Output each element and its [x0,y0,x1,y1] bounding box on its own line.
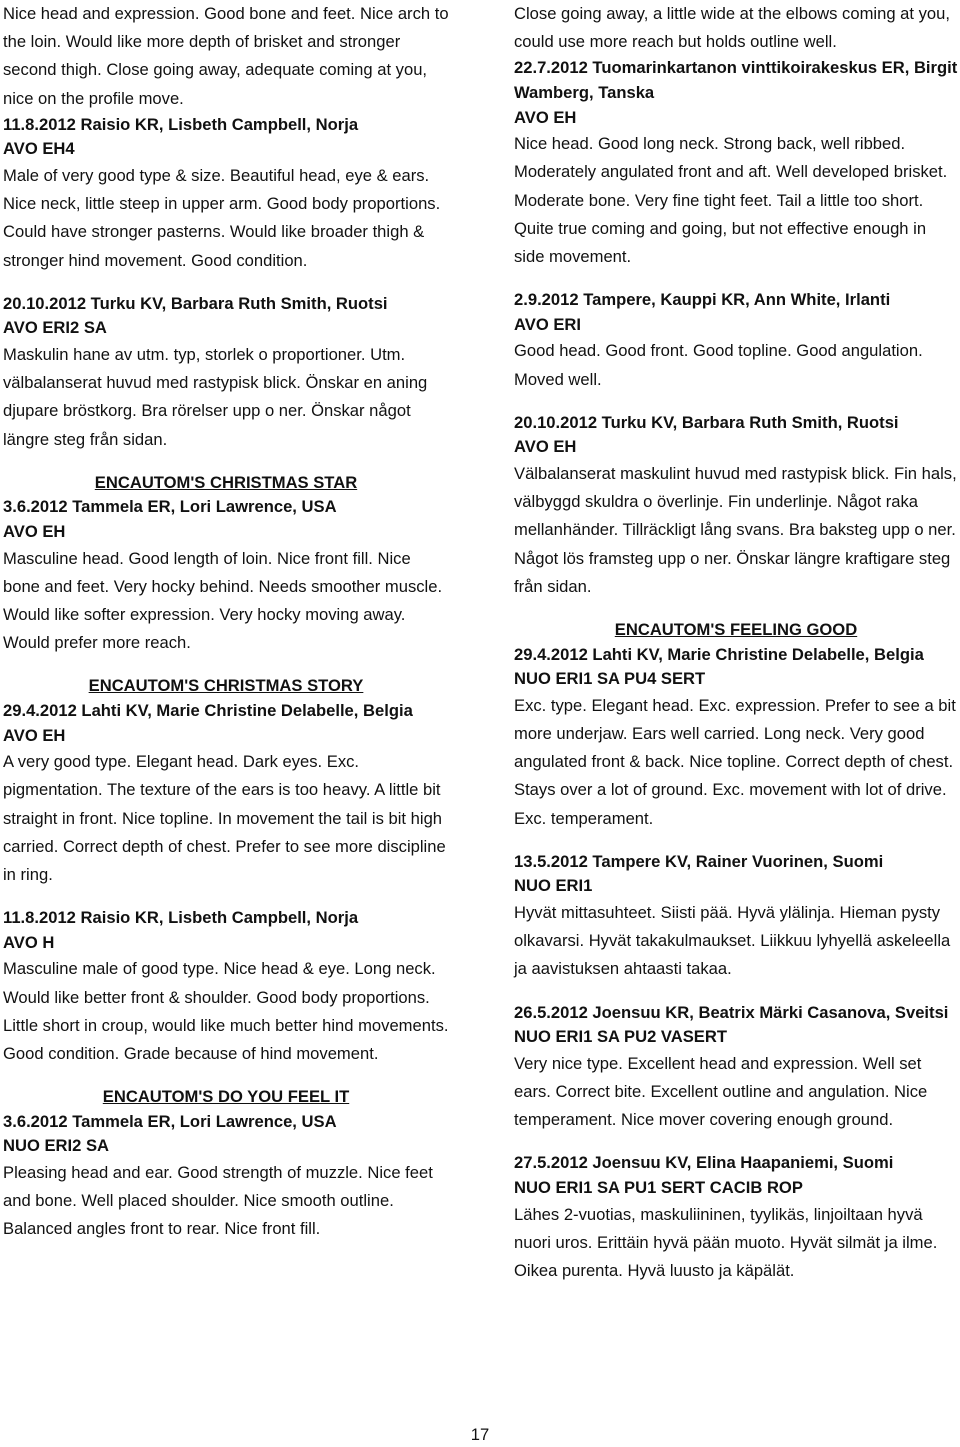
show-result-entry [514,1151,958,1285]
show-result-entry [3,699,449,889]
dog-do-you-feel-it-entries [3,1110,449,1244]
show-result-critique: Good head. Good front. Good topline. Good angulation. Moved well. [514,341,923,389]
show-result-grade: AVO ERI2 SA [3,318,107,338]
show-result-header: 29.4.2012 Lahti KV, Marie Christine Delabelle, Belgia [3,701,413,720]
show-result-header: 3.6.2012 Tammela ER, Lori Lawrence, USA [3,1111,337,1131]
show-result-critique: Maskulin hane av utm. typ, storlek o proportioner. Utm. välbalanserat huvud med rastypisk blick. Önskar en aning djupare bröstkorg. Bra rörelser upp o ner. Önskar något längre steg från sidan. [3,345,428,449]
show-result-header: 20.10.2012 Turku KV, Barbara Ruth Smith, Ruotsi [514,412,899,432]
left-column [3,0,449,1244]
show-result-header: 27.5.2012 Joensuu KV, Elina Haapaniemi, Suomi [514,1153,894,1173]
show-result-critique: Lähes 2-vuotias, maskuliininen, tyylikäs, linjoiltaan hyvä nuori uros. Erittäin hyvä pään muoto. Hyvät silmät ja ilme. Oikea purenta. Hyvä luusto ja käpälät. [514,1204,938,1280]
dog-feeling-good-entries [514,643,958,1286]
show-result-critique: A very good type. Elegant head. Dark eyes. Exc. pigmentation. The texture of the ears is too heavy. A little bit straight in front. Nice topline. In movement the tail is bit high carried. Correct depth of chest. Prefer to see more discipline in ring. [3,752,446,884]
show-result-entry [514,288,958,394]
show-result-grade: NUO ERI2 SA [3,1136,110,1156]
show-result-entry [3,1110,449,1244]
page-number: 17 [470,1425,490,1444]
show-result-critique: Exc. type. Elegant head. Exc. expression. Prefer to see a bit more underjaw. Ears well carried. Long neck. Very good angulated front & back. Nice topline. Correct depth of chest. Stays over a lot of ground. Exc. movement with lot of drive. Exc. temperament. [514,695,956,828]
show-result-header: 2.9.2012 Tampere, Kauppi KR, Ann White, Irlanti [514,290,891,310]
show-result-grade: AVO EH4 [3,139,75,159]
left-intro-text: Nice head and expression. Good bone and feet. Nice arch to the loin. Would like more depth of brisket and stronger second thigh. Close going away, adequate coming at you, nice on the profile move. [3,4,449,108]
show-result-entry [514,56,958,271]
show-result-entry [3,292,449,454]
show-result-grade: AVO EH [3,725,66,745]
dog-christmas-story-entries [3,699,449,1068]
show-result-header: 22.7.2012 Tuomarinkartanon vinttikoirakeskus ER, Birgit Wamberg, Tanska [514,58,958,102]
show-result-grade: AVO ERI [514,314,581,334]
show-result-grade: NUO ERI1 SA PU4 SERT [514,669,706,689]
show-result-entry [514,643,958,833]
show-result-critique: Masculine male of good type. Nice head & eye. Long neck. Would like better front & shoulder. Good body proportions. Little short in croup, would like much better hind movements. Good condition. Grade because of hind movement. [3,959,449,1063]
show-result-critique: Hyvät mittasuhteet. Siisti pää. Hyvä ylälinja. Hieman pysty olkavarsi. Hyvät takakulmaukset. Liikkuu lyhyellä askeleella ja aavistuksen ahtaasti takaa. [514,902,951,979]
show-result-entry [3,906,449,1068]
show-result-entry [3,113,449,275]
show-result-grade: NUO ERI1 SA PU1 SERT CACIB ROP [514,1177,803,1197]
show-result-header: 26.5.2012 Joensuu KR, Beatrix Märki Casanova, Sveitsi [514,1002,949,1022]
show-result-critique: Male of very good type & size. Beautiful head, eye & ears. Nice neck, little steep in upper arm. Good body proportions. Could have stronger pasterns. Would like broader thigh & stronger hind movement. Good condition. [3,166,441,270]
show-result-header: 13.5.2012 Tampere KV, Rainer Vuorinen, Suomi [514,851,884,871]
dog-title-christmas-story: ENCAUTOM'S CHRISTMAS STORY [88,676,364,696]
dog-title-do-you-feel-it: ENCAUTOM'S DO YOU FEEL IT [102,1087,350,1107]
right-intro-text: Close going away, a little wide at the elbows coming at you, could use more reach but holds outline well. [514,4,950,52]
show-result-critique: Välbalanserat maskulint huvud med rastypisk blick. Fin hals, välbyggd skuldra o överlinje. Fin underlinje. Något raka mellanhänder. Tillräckligt lång svans. Bra baksteg upp o ner. Något lös framsteg upp o ner. Önskar längre kraftigare steg från sidan. [514,463,957,596]
show-result-grade: AVO EH [514,107,577,127]
show-result-header: 29.4.2012 Lahti KV, Marie Christine Delabelle, Belgia [514,644,924,664]
right-entries-a [514,56,958,601]
show-result-entry [514,411,958,601]
show-result-critique: Pleasing head and ear. Good strength of muzzle. Nice feet and bone. Well placed shoulder. Nice smooth outline. Balanced angles front to rear. Nice front fill. [3,1162,433,1239]
show-result-critique: Masculine head. Good length of loin. Nice front fill. Nice bone and feet. Very hocky behind. Needs smoother muscle. Would like softer expression. Very hocky moving away. Would prefer more reach. [3,548,443,653]
show-result-header: 20.10.2012 Turku KV, Barbara Ruth Smith, Ruotsi [3,293,388,313]
show-result-grade: AVO EH [3,522,66,541]
left-entries-a [3,113,449,454]
right-column [514,0,958,1285]
dog-title-feeling-good: ENCAUTOM'S FEELING GOOD [614,620,858,639]
show-result-header: 3.6.2012 Tammela ER, Lori Lawrence, USA [3,497,337,517]
show-result-entry [514,1001,958,1135]
show-result-entry [514,850,958,984]
dog-title-christmas-star: ENCAUTOM'S CHRISTMAS STAR [94,472,358,492]
show-result-entry [3,495,449,657]
dog-christmas-star-entries [3,495,449,657]
show-result-grade: AVO EH [514,437,577,457]
show-result-header: 11.8.2012 Raisio KR, Lisbeth Campbell, Norja [3,114,359,134]
show-result-critique: Very nice type. Excellent head and expression. Well set ears. Correct bite. Excellent outline and angulation. Nice temperament. Nice mover covering enough ground. [514,1053,928,1130]
show-result-header: 11.8.2012 Raisio KR, Lisbeth Campbell, Norja [3,908,359,928]
show-result-critique: Nice head. Good long neck. Strong back, well ribbed. Moderately angulated front and aft. Well developed brisket. Moderate bone. Very fine tight feet. Tail a little too short. Quite true coming and going, but not effective enough in side movement. [514,134,948,266]
show-result-grade: NUO ERI1 [514,876,593,896]
show-result-grade: AVO H [3,932,55,952]
show-result-grade: NUO ERI1 SA PU2 VASERT [514,1027,727,1047]
